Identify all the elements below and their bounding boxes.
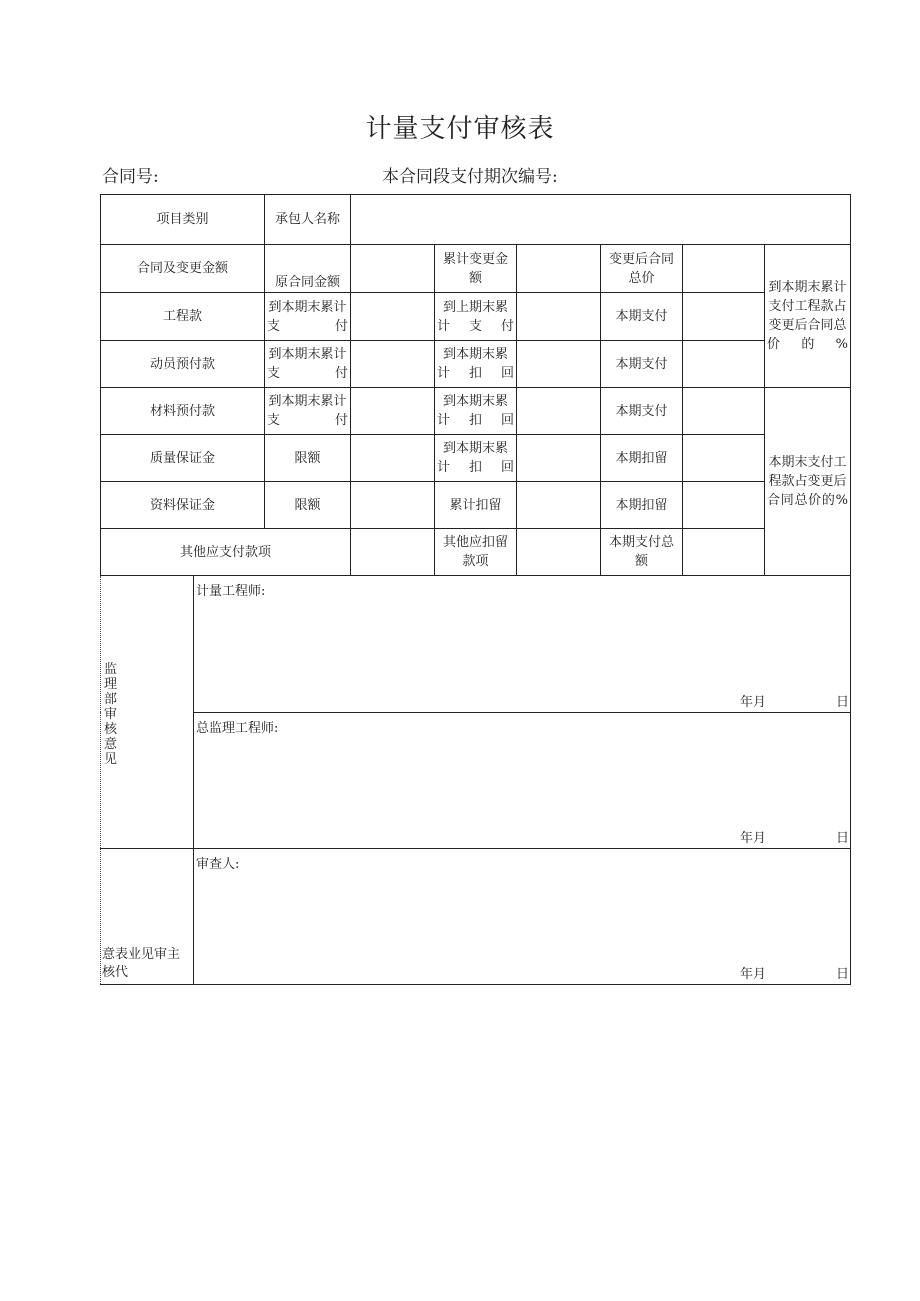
- contractor-name-label: 承包人名称: [265, 195, 351, 245]
- cum-pay-to-period-end-label: 到本期末累计支付: [265, 293, 351, 341]
- this-period-pay-value[interactable]: [683, 293, 765, 341]
- cum-withhold-label: 累计扣留: [435, 482, 517, 529]
- cum-recover-to-period-end-value[interactable]: [517, 388, 601, 435]
- cum-pay-ratio-label: 到本期末累计支付工程款占变更后合同总价的%: [765, 245, 851, 388]
- other-withhold-label: 其他应扣留款项: [435, 529, 517, 576]
- cum-recover-to-period-end-label: 到本期末累计扣回: [435, 341, 517, 388]
- cum-pay-to-period-end-value[interactable]: [351, 388, 435, 435]
- review-table: [100, 576, 851, 985]
- cum-recover-to-period-end-value[interactable]: [517, 435, 601, 482]
- reviewer-opinion[interactable]: [194, 848, 851, 984]
- mobilization-advance-label: 动员预付款: [101, 341, 265, 388]
- item-category-label: 项目类别: [101, 195, 265, 245]
- other-payable-label: 其他应支付款项: [101, 529, 351, 576]
- table-row: [101, 245, 851, 293]
- contract-no-label: 合同号:: [102, 167, 159, 187]
- cum-pay-to-period-end-label: 到本期末累计支付: [265, 341, 351, 388]
- table-row: [101, 388, 851, 435]
- this-period-withhold-label: 本期扣留: [601, 435, 683, 482]
- payment-table: [100, 194, 851, 576]
- this-period-pay-label: 本期支付: [601, 388, 683, 435]
- this-period-withhold-value[interactable]: [683, 435, 765, 482]
- table-row: [101, 341, 851, 388]
- cum-pay-to-period-end-label: 到本期末累计支付: [265, 388, 351, 435]
- material-advance-label: 材料预付款: [101, 388, 265, 435]
- other-withhold-value[interactable]: [517, 529, 601, 576]
- this-period-pay-value[interactable]: [683, 341, 765, 388]
- works-payment-label: 工程款: [101, 293, 265, 341]
- chief-engineer-opinion[interactable]: [194, 712, 851, 848]
- cum-recover-to-period-end-value[interactable]: [517, 341, 601, 388]
- reviewer-label: 审查人:: [196, 856, 240, 872]
- original-amount-label: 原合同金额: [265, 245, 351, 293]
- table-row: [101, 435, 851, 482]
- table-row: [101, 293, 851, 341]
- supervision-review-label-cell: [101, 576, 194, 848]
- date-day: 日: [836, 830, 850, 846]
- metering-engineer-opinion[interactable]: [194, 576, 851, 712]
- limit-value[interactable]: [351, 435, 435, 482]
- page-title: 计量支付审核表: [365, 114, 555, 144]
- supervision-review-label: 监理部审核意见: [104, 662, 118, 767]
- cum-pay-to-period-end-value[interactable]: [351, 341, 435, 388]
- period-pay-ratio-label: 本期末支付工程款占变更后合同总价的%: [765, 388, 851, 576]
- chief-engineer-label: 总监理工程师:: [196, 720, 279, 736]
- metering-engineer-label: 计量工程师:: [196, 584, 266, 599]
- this-period-pay-label: 本期支付: [601, 341, 683, 388]
- table-row: [101, 482, 851, 529]
- cum-pay-to-last-period-label: 到上期末累计支付: [435, 293, 517, 341]
- this-period-total-label: 本期支付总额: [601, 529, 683, 576]
- original-amount-value[interactable]: [351, 245, 435, 293]
- this-period-withhold-label: 本期扣留: [601, 482, 683, 529]
- cumulative-change-value[interactable]: [517, 245, 601, 293]
- table-row: [101, 576, 851, 712]
- revised-total-value[interactable]: [683, 245, 765, 293]
- limit-value[interactable]: [351, 482, 435, 529]
- other-payable-value[interactable]: [351, 529, 435, 576]
- limit-label: 限额: [265, 482, 351, 529]
- cum-withhold-value[interactable]: [517, 482, 601, 529]
- cum-pay-to-last-period-value[interactable]: [517, 293, 601, 341]
- date-year-month: 年月: [740, 966, 767, 982]
- owner-review-label-cell: [101, 848, 194, 984]
- date-day: 日: [836, 694, 850, 710]
- cum-recover-to-period-end-label: 到本期末累计扣回: [435, 388, 517, 435]
- cum-recover-to-period-end-label: 到本期末累计扣回: [435, 435, 517, 482]
- limit-label: 限额: [265, 435, 351, 482]
- revised-total-label: 变更后合同总价: [601, 245, 683, 293]
- table-row: [101, 529, 851, 576]
- date-day: 日: [836, 966, 850, 982]
- document-deposit-label: 资料保证金: [101, 482, 265, 529]
- table-row: [101, 712, 851, 848]
- date-year-month: 年月: [740, 830, 767, 846]
- cumulative-change-label: 累计变更金额: [435, 245, 517, 293]
- this-period-withhold-value[interactable]: [683, 482, 765, 529]
- table-row: [101, 195, 851, 245]
- contract-change-label: 合同及变更金额: [101, 245, 265, 293]
- cum-pay-to-period-end-value[interactable]: [351, 293, 435, 341]
- this-period-pay-label: 本期支付: [601, 293, 683, 341]
- table-row: [101, 848, 851, 984]
- this-period-total-value[interactable]: [683, 529, 765, 576]
- contractor-name-value[interactable]: [351, 195, 851, 245]
- date-year-month: 年月: [740, 694, 767, 710]
- quality-deposit-label: 质量保证金: [101, 435, 265, 482]
- this-period-pay-value[interactable]: [683, 388, 765, 435]
- owner-review-label: 意表业见审主核代: [102, 946, 181, 980]
- period-no-label: 本合同段支付期次编号:: [382, 167, 558, 187]
